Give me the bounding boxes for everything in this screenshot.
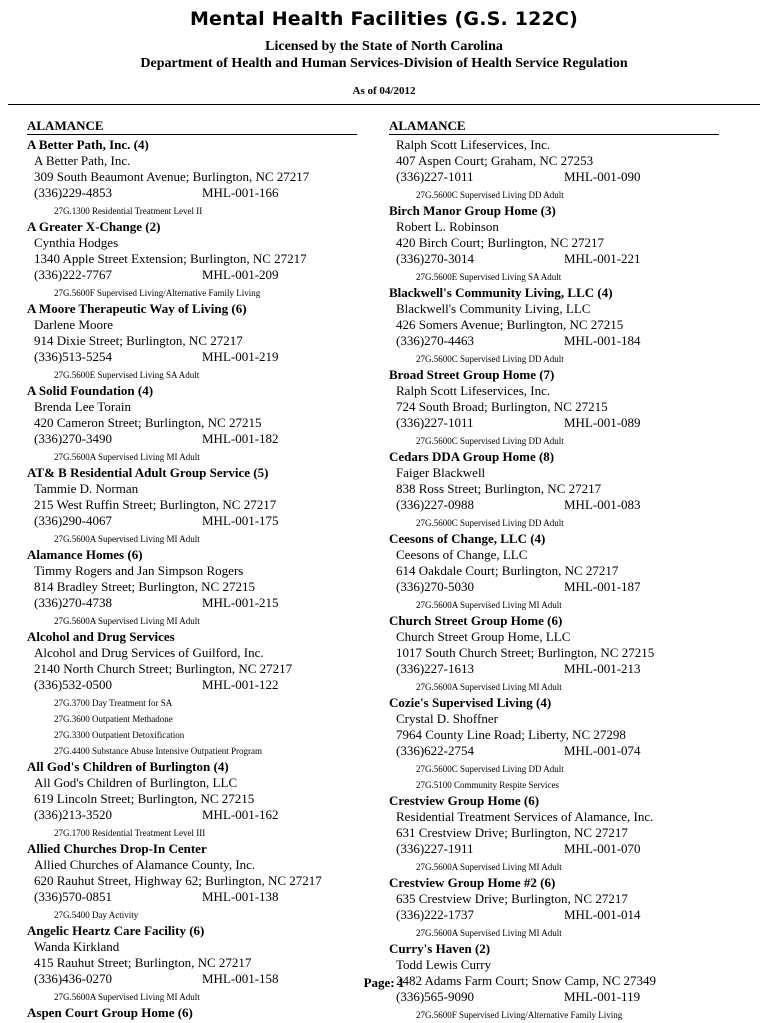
facility-name: Ceesons of Change, LLC (4) [389, 531, 546, 546]
as-of-date: As of 04/2012 [352, 85, 416, 97]
facility-detail-line: 620 Rauhut Street, Highway 62; Burlington, NC 27217 [34, 873, 322, 888]
facility-name: A Better Path, Inc. (4) [27, 137, 149, 152]
facility-phone: (336)227-1613 [396, 661, 474, 676]
license-number: MHL-001-187 [564, 579, 641, 594]
service-type: 27G.5600E Supervised Living SA Adult [416, 272, 562, 282]
phone-license-row [389, 415, 719, 431]
service-type: 27G.5600A Supervised Living MI Adult [54, 992, 200, 1002]
facility-entry [27, 547, 357, 627]
service-type: 27G.5600C Supervised Living DD Adult [416, 436, 564, 446]
facility-entry [389, 695, 719, 791]
facility-phone: (336)227-1011 [396, 169, 474, 184]
phone-license-row [389, 907, 719, 923]
facility-entry [27, 923, 357, 1003]
facility-name: Cozie's Supervised Living (4) [389, 695, 552, 710]
service-type: 27G.5600E Supervised Living SA Adult [54, 370, 200, 380]
facility-phone: (336)213-3520 [34, 807, 112, 822]
facility-detail-line: 838 Ross Street; Burlington, NC 27217 [396, 481, 602, 496]
license-number: MHL-001-122 [202, 677, 279, 692]
facility-detail-line: All God's Children of Burlington, LLC [34, 775, 238, 790]
service-type: 27G.5600C Supervised Living DD Adult [416, 190, 564, 200]
facility-name: Blackwell's Community Living, LLC (4) [389, 285, 613, 300]
facility-detail-line: 814 Bradley Street; Burlington, NC 27215 [34, 579, 255, 594]
phone-license-row [27, 267, 357, 283]
facility-phone: (336)532-0500 [34, 677, 112, 692]
facility-name: Broad Street Group Home (7) [389, 367, 555, 382]
license-number: MHL-001-219 [202, 349, 279, 364]
license-number: MHL-001-182 [202, 431, 279, 446]
service-type: 27G.1700 Residential Treatment Level III [54, 828, 206, 838]
license-number: MHL-001-215 [202, 595, 279, 610]
facility-detail-line: Darlene Moore [34, 317, 114, 332]
facility-detail-line: 914 Dixie Street; Burlington, NC 27217 [34, 333, 243, 348]
phone-license-row [27, 349, 357, 365]
facility-phone: (336)290-4067 [34, 513, 112, 528]
facility-detail-line: 724 South Broad; Burlington, NC 27215 [396, 399, 608, 414]
facility-phone: (336)270-3014 [396, 251, 474, 266]
facility-entry [389, 449, 719, 529]
facility-detail-line: 614 Oakdale Court; Burlington, NC 27217 [396, 563, 619, 578]
facility-name: Alamance Homes (6) [27, 547, 143, 562]
phone-license-row [389, 251, 719, 267]
service-type: 27G.5600A Supervised Living MI Adult [54, 616, 200, 626]
phone-license-row [27, 185, 357, 201]
license-number: MHL-001-213 [564, 661, 641, 676]
service-type: 27G.5600A Supervised Living MI Adult [416, 862, 562, 872]
service-type: 27G.3600 Outpatient Methadone [54, 714, 173, 724]
facility-detail-line: Timmy Rogers and Jan Simpson Rogers [34, 563, 244, 578]
phone-license-row [27, 889, 357, 905]
facility-entry [389, 613, 719, 693]
phone-license-row [27, 807, 357, 823]
facility-name: AT& B Residential Adult Group Service (5) [27, 465, 269, 480]
facility-detail-line: Tammie D. Norman [34, 481, 139, 496]
facility-detail-line: A Better Path, Inc. [34, 153, 131, 168]
license-number: MHL-001-090 [564, 169, 641, 184]
license-number: MHL-001-138 [202, 889, 279, 904]
service-type: 27G.3300 Outpatient Detoxification [54, 730, 185, 740]
facility-phone: (336)222-1737 [396, 907, 474, 922]
service-type: 27G.5600A Supervised Living MI Adult [54, 452, 200, 462]
facility-entry [27, 1005, 357, 1021]
license-number: MHL-001-014 [564, 907, 641, 922]
facility-detail-line: 215 West Ruffin Street; Burlington, NC 27217 [34, 497, 277, 512]
facility-phone: (336)622-2754 [396, 743, 474, 758]
service-type: 27G.5600F Supervised Living/Alternative Family Living [54, 288, 261, 298]
facility-entry [27, 219, 357, 299]
license-number: MHL-001-158 [202, 971, 279, 986]
license-number: MHL-001-083 [564, 497, 641, 512]
facility-detail-line: 2140 North Church Street; Burlington, NC 27217 [34, 661, 293, 676]
service-type: 27G.5600C Supervised Living DD Adult [416, 354, 564, 364]
facility-detail-line: Cynthia Hodges [34, 235, 119, 250]
facility-entry [389, 531, 719, 611]
facility-phone: (336)570-0851 [34, 889, 112, 904]
service-type: 27G.5100 Community Respite Services [416, 780, 559, 790]
facility-detail-line: 420 Cameron Street; Burlington, NC 27215 [34, 415, 262, 430]
facility-detail-line: 2482 Adams Farm Court; Snow Camp, NC 27349 [396, 973, 657, 988]
facility-detail-line: Ralph Scott Lifeservices, Inc. [396, 137, 551, 152]
facility-detail-line: 1017 South Church Street; Burlington, NC 27215 [396, 645, 655, 660]
facility-detail-line: Brenda Lee Torain [34, 399, 132, 414]
facility-name: Aspen Court Group Home (6) [27, 1005, 193, 1020]
facility-entry [27, 841, 357, 921]
facility-name: All God's Children of Burlington (4) [27, 759, 229, 774]
facility-name: Church Street Group Home (6) [389, 613, 563, 628]
facility-phone: (336)270-5030 [396, 579, 474, 594]
facility-detail-line: Ralph Scott Lifeservices, Inc. [396, 383, 551, 398]
facility-entry [389, 367, 719, 447]
license-number: MHL-001-184 [564, 333, 641, 348]
facility-detail-line: 420 Birch Court; Burlington, NC 27217 [396, 235, 604, 250]
facility-entry [27, 465, 357, 545]
facility-name: A Greater X-Change (2) [27, 219, 161, 234]
facility-detail-line: 415 Rauhut Street; Burlington, NC 27217 [34, 955, 252, 970]
county-heading: ALAMANCE [27, 118, 357, 135]
subtitle-licensed: Licensed by the State of North Carolina [265, 39, 503, 54]
phone-license-row [389, 841, 719, 857]
phone-license-row [389, 333, 719, 349]
facility-name: A Solid Foundation (4) [27, 383, 154, 398]
facility-entry [389, 137, 719, 201]
license-number: MHL-001-119 [564, 989, 641, 1004]
license-number: MHL-001-089 [564, 415, 641, 430]
right-column [389, 118, 719, 1023]
service-type: 27G.5600A Supervised Living MI Adult [416, 928, 562, 938]
facility-detail-line: Todd Lewis Curry [396, 957, 492, 972]
phone-license-row [27, 595, 357, 611]
service-type: 27G.5600C Supervised Living DD Adult [416, 764, 564, 774]
facility-entry [27, 759, 357, 839]
facility-detail-line: Robert L. Robinson [396, 219, 499, 234]
facility-detail-line: 1340 Apple Street Extension; Burlington, NC 27217 [34, 251, 307, 266]
facility-entry [389, 203, 719, 283]
county-heading: ALAMANCE [389, 118, 719, 135]
facility-name: Crestview Group Home #2 (6) [389, 875, 556, 890]
facility-detail-line: Blackwell's Community Living, LLC [396, 301, 591, 316]
service-type: 27G.5400 Day Activity [54, 910, 139, 920]
facility-phone: (336)270-4738 [34, 595, 112, 610]
license-number: MHL-001-070 [564, 841, 641, 856]
service-type: 27G.1300 Residential Treatment Level II [54, 206, 203, 216]
header-divider [8, 104, 760, 105]
service-type: 27G.5600A Supervised Living MI Adult [416, 600, 562, 610]
facility-phone: (336)227-1911 [396, 841, 474, 856]
facility-detail-line: 635 Crestview Drive; Burlington, NC 27217 [396, 891, 628, 906]
facility-detail-line: Wanda Kirkland [34, 939, 120, 954]
phone-license-row [389, 661, 719, 677]
phone-license-row [27, 677, 357, 693]
phone-license-row [389, 169, 719, 185]
service-type: 27G.5600C Supervised Living DD Adult [416, 518, 564, 528]
service-type: 27G.5600F Supervised Living/Alternative Family Living [416, 1010, 623, 1020]
facility-phone: (336)270-4463 [396, 333, 474, 348]
facility-entry [27, 137, 357, 217]
license-number: MHL-001-209 [202, 267, 279, 282]
license-number: MHL-001-221 [564, 251, 641, 266]
facility-detail-line: Ceesons of Change, LLC [396, 547, 528, 562]
facility-phone: (336)270-3490 [34, 431, 112, 446]
facility-detail-line: 426 Somers Avenue; Burlington, NC 27215 [396, 317, 624, 332]
facility-name: A Moore Therapeutic Way of Living (6) [27, 301, 247, 316]
facility-detail-line: Allied Churches of Alamance County, Inc. [34, 857, 256, 872]
license-number: MHL-001-166 [202, 185, 279, 200]
facility-phone: (336)513-5254 [34, 349, 112, 364]
facility-name: Allied Churches Drop-In Center [27, 841, 207, 856]
phone-license-row [389, 989, 719, 1005]
license-number: MHL-001-162 [202, 807, 279, 822]
facility-detail-line: 631 Crestview Drive; Burlington, NC 27217 [396, 825, 628, 840]
phone-license-row [27, 513, 357, 529]
facility-detail-line: Crystal D. Shoffner [396, 711, 498, 726]
facility-name: Alcohol and Drug Services [27, 629, 175, 644]
left-column [27, 118, 357, 1021]
service-type: 27G.5600A Supervised Living MI Adult [54, 534, 200, 544]
facility-phone: (336)565-9090 [396, 989, 474, 1004]
facility-phone: (336)229-4853 [34, 185, 112, 200]
phone-license-row [389, 579, 719, 595]
facility-phone: (336)436-0270 [34, 971, 112, 986]
license-number: MHL-001-074 [564, 743, 641, 758]
facility-name: Curry's Haven (2) [389, 941, 491, 956]
facility-name: Crestview Group Home (6) [389, 793, 540, 808]
facility-phone: (336)222-7767 [34, 267, 112, 282]
facility-entry [389, 875, 719, 939]
service-type: 27G.5600A Supervised Living MI Adult [416, 682, 562, 692]
facility-detail-line: Faiger Blackwell [396, 465, 486, 480]
facility-entry [389, 793, 719, 873]
service-type: 27G.4400 Substance Abuse Intensive Outpatient Program [54, 746, 262, 756]
facility-name: Cedars DDA Group Home (8) [389, 449, 555, 464]
phone-license-row [27, 431, 357, 447]
facility-entry [389, 285, 719, 365]
phone-license-row [389, 497, 719, 513]
page-header [0, 8, 768, 98]
facility-detail-line: Residential Treatment Services of Alamance, Inc. [396, 809, 654, 824]
subtitle-department: Department of Health and Human Services-Division of Health Service Regulation [140, 56, 628, 71]
facility-entry [27, 383, 357, 463]
license-number: MHL-001-175 [202, 513, 279, 528]
facility-phone: (336)227-0988 [396, 497, 474, 512]
facility-detail-line: 407 Aspen Court; Graham, NC 27253 [396, 153, 594, 168]
service-type: 27G.3700 Day Treatment for SA [54, 698, 173, 708]
facility-name: Angelic Heartz Care Facility (6) [27, 923, 205, 938]
phone-license-row [389, 743, 719, 759]
facility-detail-line: 309 South Beaumont Avenue; Burlington, NC 27217 [34, 169, 310, 184]
facility-name: Birch Manor Group Home (3) [389, 203, 556, 218]
facility-detail-line: 619 Lincoln Street; Burlington, NC 27215 [34, 791, 255, 806]
facility-entry [27, 301, 357, 381]
page-number: Page: 1 [363, 975, 405, 990]
document-title: Mental Health Facilities (G.S. 122C) [189, 8, 579, 30]
facility-detail-line: Church Street Group Home, LLC [396, 629, 571, 644]
facility-phone: (336)227-1011 [396, 415, 474, 430]
facility-entry [27, 629, 357, 757]
facility-detail-line: 7964 County Line Road; Liberty, NC 27298 [396, 727, 626, 742]
facility-detail-line: Alcohol and Drug Services of Guilford, Inc. [34, 645, 264, 660]
